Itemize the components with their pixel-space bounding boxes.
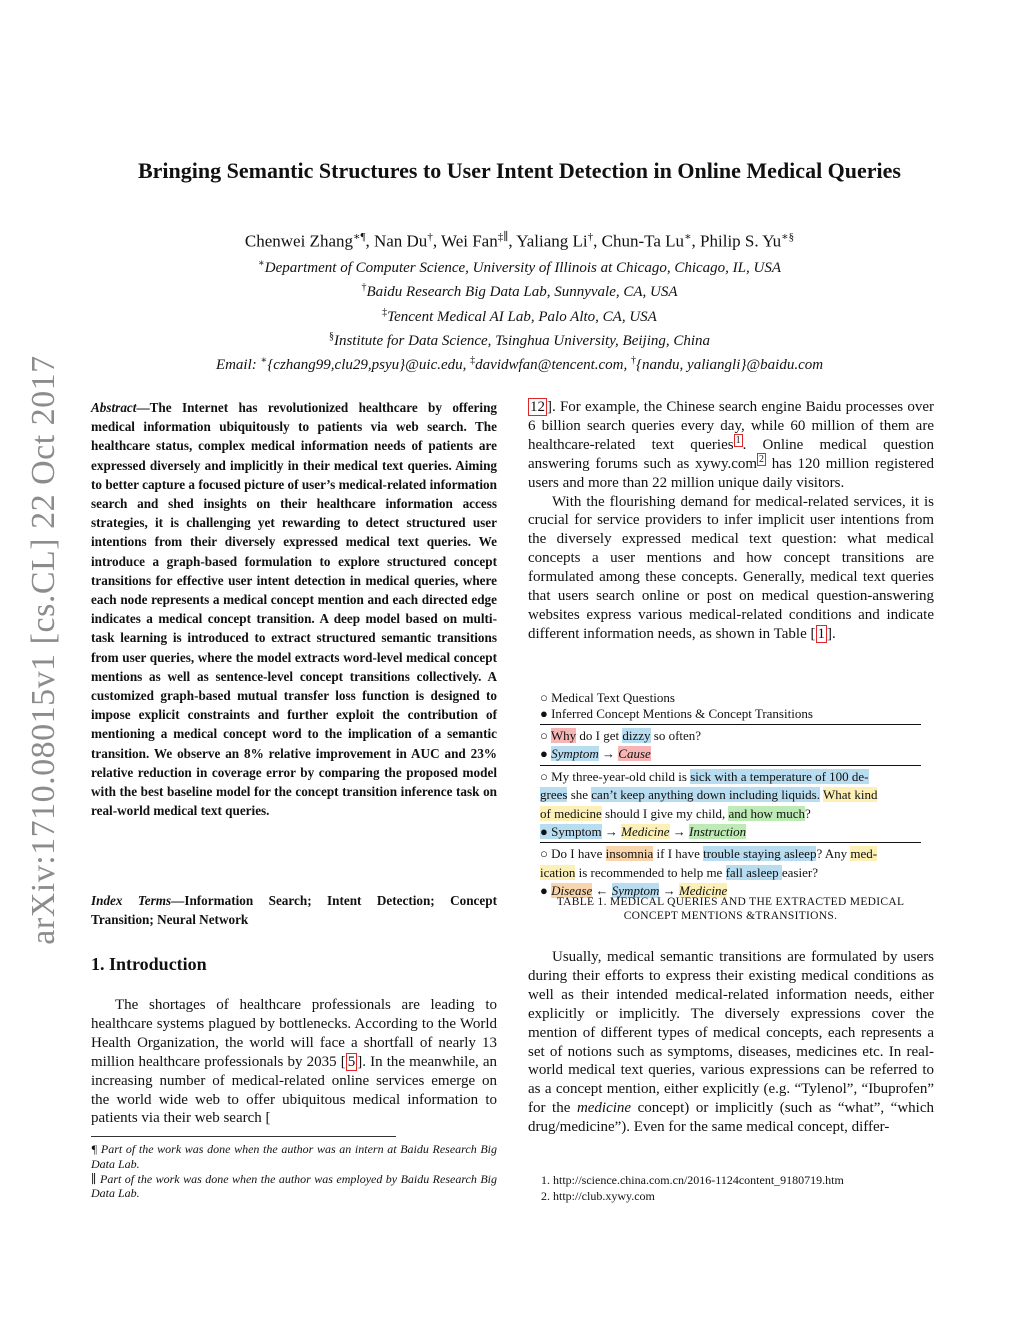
footnote-link[interactable]: 2 [759,453,765,465]
author-name: Philip S. Yu [700,231,782,251]
affiliation-mark: ‡ [382,306,388,318]
paragraph [528,948,934,1137]
footnotes-right [541,1172,844,1204]
author-name: Wei Fan [441,231,498,251]
mention-medicine: ication [540,864,576,880]
affiliation-mark: † [361,282,367,294]
index-terms-dash: — [171,893,185,908]
author-mark: ‡∥ [497,231,509,243]
affiliation [60,254,979,278]
transition-text [540,823,921,841]
text: ○ [540,728,551,743]
intro-paragraph [91,996,497,1128]
citation-link[interactable]: 12 [530,399,545,415]
index-terms-text: Information Search; Intent Detection; Concept Transition; Neural Network [91,893,497,928]
email-mark: ∗ [260,355,268,367]
affiliation-text: Institute for Data Science, Tsinghua University, Beijing, China [333,332,711,349]
footnotes-left [91,1142,497,1201]
text: ○ Do I have [540,846,606,862]
abstract-label: Abstract [91,400,137,415]
query-text [540,768,921,823]
email-mark: ‡ [470,355,476,367]
mention-symptom: dizzy [622,728,651,743]
affiliation-text: Tencent Medical AI Lab, Palo Alto, CA, USA [387,308,657,325]
arrow: ← [592,883,612,899]
author-name: Chun-Ta Lu [601,231,685,251]
affiliation [60,278,979,302]
concept-symptom: ● Symptom [540,824,602,840]
arrow: → [601,824,622,840]
mention-symptom: fall asleep [725,864,782,880]
concept-instruction: Instruction [689,824,747,840]
abstract-text: The Internet has revolutionized healthcare by offering medical information ubiquitously to patients via web search. The healthcare status, complex medical information needs of patients are expressed diversely and implicitly in their medical text queries. Aiming to better capture a focused picture of user’s medical-related information search and shed insights on their healthcare information access strategies, it is challenging yet rewarding to detect structured user intentions from their diversely expressed medical text queries. We introduce a graph-based formulation to explore structured concept transitions for effective user intent detection in medical queries, where each node represents a medical concept mention and each directed edge indicates a medical concept transition. A deep model based on multi-task learning is introduced to extract structured semantic transitions from user queries, where the model extracts word-level medical concept mentions as well as sentence-level concept transitions collectively. A customized graph-based mutual transfer loss function is designed to impose explicit constraints and further exploit the contribution of mentioning a medical concept word to the implication of a semantic transition. We observe an 8% relative improvement in AUC and 23% relative reduction in coverage error by comparing the proposed model with the best baseline model for the concept transition inference task on real-world medical text queries. [91,400,497,819]
author-list: Chenwei Zhang∗¶, Nan Du†, Wei Fan‡∥, Yaliang Li†, Chun-Ta Lu∗, Philip S. Yu∗§ [244,231,795,251]
affiliation [60,303,979,327]
mention-disease: insomnia [605,846,654,862]
arrow: → [669,824,690,840]
author-name: Chenwei Zhang [244,231,353,251]
paragraph [528,398,934,493]
index-terms-label: Index Terms [91,893,172,908]
author-mark: ∗§ [781,231,795,243]
footnote [91,1172,497,1202]
para-text: ]. In the meanwhile, an increasing number of medical-related online services emerge on the world wide web to offer ubiquitous medical information to patients via their web search [ [91,1053,498,1127]
para-text: has 120 million registered users and more than 22 million unique daily visitors. [528,455,934,491]
text: ? [805,805,811,821]
concept-symptom: Symptom [611,883,660,899]
affiliation-mark: ∗ [258,258,265,269]
para-text: ]. For example, the Chinese search engine Baidu processes over 6 billion search queries every day, while 60 million of them are healthcare-related text queries [528,399,934,453]
query-text [540,845,921,882]
footnote-url[interactable]: 1. http://science.china.com.cn/2016-1124content_9180719.htm [541,1173,844,1187]
text: ○ My three-year-old child is [540,768,691,784]
intro-continued [528,398,934,644]
abstract-dash: — [136,400,150,415]
footnote-url[interactable]: 2. http://club.xywy.com [541,1189,655,1203]
table-row [540,725,921,765]
email-text: {czhang99,clu29,psyu}@uic.edu, [267,357,471,374]
author-mark: † [587,231,594,243]
footnote-text: Part of the work was done when the author was an intern at Baidu Research Big Data Lab. [91,1142,497,1171]
text: if I have [653,846,704,862]
table-caption: TABLE 1. MEDICAL QUERIES AND THE EXTRACTED MEDICAL CONCEPT MENTIONS &TRANSITIONS. [556,896,905,922]
text: ● [540,746,552,762]
para-text: ]. [827,625,836,642]
table-ref-link[interactable]: 1 [817,625,825,642]
author-mark: † [427,231,433,243]
text: she [567,787,592,803]
concept-disease: Disease [551,883,593,899]
query-line [540,768,921,786]
footnote-mark: ¶ [91,1142,98,1156]
query-line [540,864,921,882]
footnote-link[interactable]: 1 [735,434,741,446]
query-line [540,786,921,804]
email-text: davidwfan@tencent.com, [475,357,632,374]
mention-medicine: What kind [822,787,878,803]
para-text: The shortages of healthcare professionals are leading to healthcare systems plagued by bottlenecks. According to the World Health Organization, the world will face a shortfall of nearly 13 million healthcare professionals by 2035 [ [91,997,497,1070]
footnote-text: Part of the work was done when the author was employed by Baidu Research Big Data Lab. [91,1171,497,1201]
paragraph [528,493,934,644]
affiliations [60,254,979,375]
concept-symptom: Symptom [551,746,599,762]
email-line [60,351,979,375]
mention-symptom: sick with a temperature of 100 de- [690,768,869,784]
query-line [540,805,921,823]
email-text: {nandu, yaliangli}@baidu.com [636,357,824,374]
author-name: Nan Du [373,231,428,251]
affiliation [60,327,979,351]
para-text: . Online medical question answering forums such as xywy.com [528,436,934,472]
text: do I get [576,728,623,743]
mention-medicine: of medicine [540,805,602,821]
mention-symptom: trouble staying asleep [703,846,817,862]
mention-symptom: can’t keep anything down including liquids. [591,787,820,803]
arrow: → [659,883,679,899]
author-mark: ∗¶ [352,231,366,243]
arxiv-stamp: arXiv:1710.08015v1 [cs.CL] 22 Oct 2017 [25,355,62,945]
query-text [540,727,921,745]
affiliation-text: Department of Computer Science, University of Illinois at Chicago, Chicago, IL, USA [264,260,781,276]
email-mark: † [631,355,637,367]
text: ● [540,883,552,899]
para-text: Usually, medical semantic transitions are formulated by users during their efforts to express their existing medical conditions as well as their intended medical-related information needs, either explicitly or implicitly. The diversely expressions cover the mention of different types of medical concepts, each represents a set of notions such as symptoms, diseases, medicines etc. In real-world medical text queries, various expressions can be referred to as a concept mention, either explicitly (e.g. “Tylenol”, “Ibuprofen” for the [528,949,934,1117]
index-terms [91,891,497,929]
table-row [540,766,921,843]
text: is recommended to help me [575,864,726,880]
text: easier? [781,864,818,880]
email-label: Email: [215,357,261,374]
table-header-question: ○ Medical Text Questions [540,690,675,705]
text: so often? [650,728,702,743]
emphasis: medicine [576,1100,632,1117]
mention-symptom: grees [540,787,568,803]
transition-text [540,745,921,763]
table-1 [540,690,921,902]
paper-title: Bringing Semantic Structures to User Intent Detection in Online Medical Queries [137,158,901,183]
para-text: concept) or implicitly (such as “what”, “which drug/medicine”). Even for the same medical concept, differ- [528,1100,934,1136]
concept-cause: Cause [618,746,651,762]
affiliation-text: Baidu Research Big Data Lab, Sunnyvale, CA, USA [366,284,678,301]
concept-medicine: Medicine [621,824,670,840]
author-mark: ∗ [684,231,692,243]
concept-medicine: Medicine [678,883,728,899]
affiliation-mark: § [328,330,334,342]
citation-link[interactable]: 5 [347,1053,356,1070]
mention-cause: Why [550,728,577,743]
footnote-mark: ∥ [91,1171,97,1186]
text: ? Any [816,846,851,862]
table-row [540,843,921,901]
footnote [91,1142,497,1172]
arrow: → [598,746,619,762]
abstract [91,398,497,820]
mention-medicine: med- [850,846,878,862]
footnote-rule [91,1136,396,1137]
text: should I give my child, [601,805,729,821]
section-heading: 1. Introduction [91,954,207,974]
para-text: With the flourishing demand for medical-related services, it is crucial for service providers to infer implicit user intentions from the diversely expressed medical text question: what medical concepts a user mentions and how concept transitions are formulated among these concepts. Generally, medical text queries that users search online or post on medical question-answering websites express various medical-related conditions and indicate different information needs, as shown in Table [ [528,493,934,642]
query-line [540,845,921,863]
mention-instruction: and how much [728,805,806,821]
table-header-inferred: ● Inferred Concept Mentions & Concept Transitions [540,706,813,721]
author-name: Yaliang Li [516,231,588,251]
